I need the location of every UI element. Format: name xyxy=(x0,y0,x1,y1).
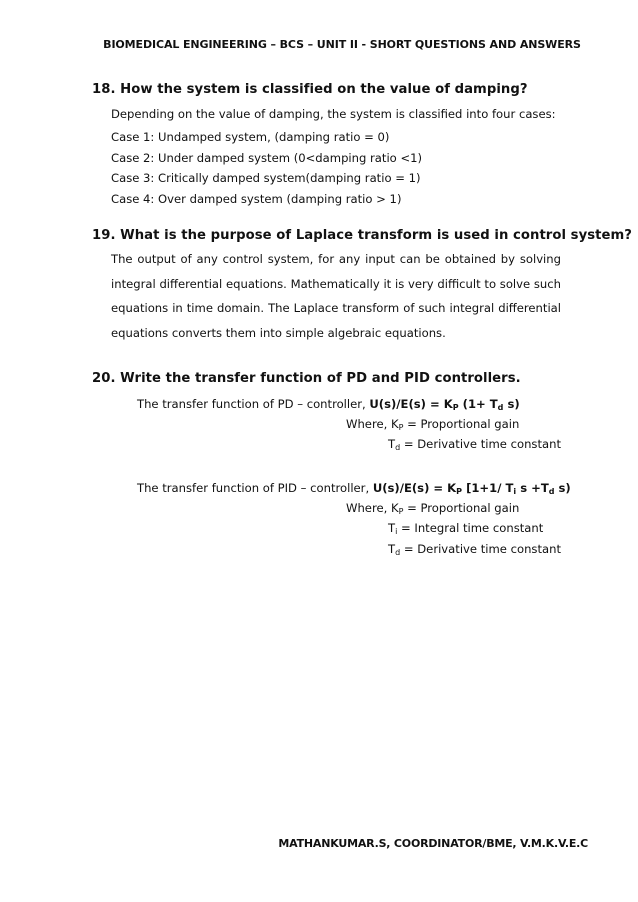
page-header: BIOMEDICAL ENGINEERING – BCS – UNIT II - SHORT QUESTIONS AND ANSWERS xyxy=(103,38,581,51)
question-19-answer xyxy=(111,247,561,346)
case-1: Case 1: Undamped system, (damping ratio = 0) xyxy=(111,130,390,144)
pd-text: The transfer function of PD – controller, xyxy=(137,397,370,411)
pid-text: The transfer function of PID – controller, xyxy=(137,481,373,495)
pid-where-kp: Where, $K_P$ = Proportional gain xyxy=(346,501,520,516)
question-18-intro: Depending on the value of damping, the system is classified into four cases: xyxy=(111,107,556,121)
question-20-title: 20. Write the transfer function of PD and PID controllers. xyxy=(92,371,521,386)
pid-transfer-function xyxy=(137,481,571,495)
pid-where-ti: $T_i$ = Integral time constant xyxy=(388,521,544,536)
page-footer: MATHANKUMAR.S, COORDINATOR/BME, V.M.K.V.E.C xyxy=(278,837,588,850)
pid-where-td: $T_d$ = Derivative time constant xyxy=(388,542,561,557)
case-2: Case 2: Under damped system (0<damping ratio <1) xyxy=(111,151,423,165)
answer-line-4: equations converts them into simple algebraic equations. xyxy=(111,326,446,341)
pd-equation: $U(s)/E(s) = K_P$ ($1+ T_d$ s) xyxy=(369,397,520,412)
answer-line-1: The output of any control system, for any input can be obtained by solving xyxy=(111,252,561,266)
case-4: Case 4: Over damped system (damping ratio > 1) xyxy=(111,192,402,206)
question-18-title: 18. How the system is classified on the value of damping? xyxy=(92,82,528,97)
pid-equation: $U(s)/E(s) = K_P$ [1+1/ $T_i$ $s +T_d$ s) xyxy=(372,481,571,496)
pd-transfer-function xyxy=(137,397,520,411)
case-3: Case 3: Critically damped system(damping ratio = 1) xyxy=(111,171,421,185)
answer-line-3: equations in time domain. The Laplace transform of such integral differential xyxy=(111,301,561,316)
pd-where-td: $T_d$ = Derivative time constant xyxy=(388,437,561,452)
pd-where-kp: Where, $K_P$ = Proportional gain xyxy=(346,417,520,432)
question-19-title: 19. What is the purpose of Laplace transform is used in control system? xyxy=(92,228,632,243)
answer-line-2: integral differential equations. Mathematically it is very difficult to solve such xyxy=(111,276,561,291)
